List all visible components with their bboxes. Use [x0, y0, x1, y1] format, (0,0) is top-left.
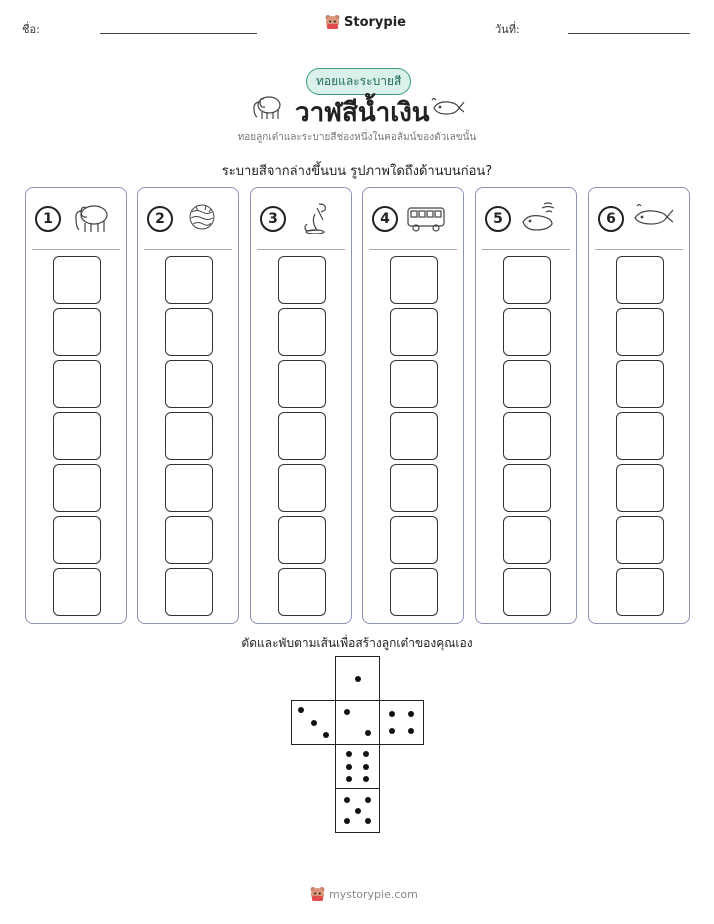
- color-box[interactable]: [616, 256, 664, 304]
- footer-site[interactable]: mystorypie.com: [329, 887, 418, 901]
- column-4: [362, 187, 464, 624]
- color-box[interactable]: [390, 568, 438, 616]
- dice-pip: [355, 676, 361, 682]
- color-box[interactable]: [165, 412, 213, 460]
- color-box[interactable]: [616, 308, 664, 356]
- color-box[interactable]: [503, 464, 551, 512]
- color-box[interactable]: [278, 308, 326, 356]
- date-line[interactable]: [568, 33, 690, 34]
- column-divider: [369, 249, 457, 250]
- column-5: [475, 187, 577, 624]
- column-divider: [595, 249, 683, 250]
- column-number: 4: [372, 206, 398, 232]
- dice-pip: [311, 720, 317, 726]
- elephant-icon: [68, 200, 112, 234]
- color-box[interactable]: [53, 412, 101, 460]
- brand-name: Storypie: [344, 14, 406, 30]
- column-divider: [482, 249, 570, 250]
- color-box[interactable]: [616, 568, 664, 616]
- dice-pip: [363, 764, 369, 770]
- column-3: [250, 187, 352, 624]
- color-box[interactable]: [390, 256, 438, 304]
- color-box[interactable]: [390, 516, 438, 564]
- column-divider: [144, 249, 232, 250]
- color-box[interactable]: [165, 360, 213, 408]
- date-label: วันที่:: [495, 23, 520, 36]
- color-box[interactable]: [165, 256, 213, 304]
- dice-pip: [408, 711, 414, 717]
- column-number: 6: [598, 206, 624, 232]
- color-box[interactable]: [53, 464, 101, 512]
- dice-instruction: ตัดและพับตามเส้นเพื่อสร้างลูกเต๋าของคุณเอง: [241, 636, 473, 650]
- dice-face-1: [335, 656, 380, 701]
- worksheet-title: วาฬสีน้ำเงิน: [295, 98, 430, 128]
- footer: [310, 886, 418, 902]
- color-box[interactable]: [165, 568, 213, 616]
- color-box[interactable]: [616, 516, 664, 564]
- column-divider: [32, 249, 120, 250]
- color-box[interactable]: [503, 308, 551, 356]
- dice-face-3: [291, 700, 336, 745]
- color-box[interactable]: [53, 256, 101, 304]
- color-box[interactable]: [390, 308, 438, 356]
- dice-pip: [363, 776, 369, 782]
- whale-splash-icon: [518, 200, 562, 234]
- dice-face-2: [335, 700, 380, 745]
- color-box[interactable]: [503, 412, 551, 460]
- column-1: [25, 187, 127, 624]
- color-box[interactable]: [165, 516, 213, 564]
- dice-pip: [346, 776, 352, 782]
- color-box[interactable]: [616, 412, 664, 460]
- column-number: 1: [35, 206, 61, 232]
- color-box[interactable]: [616, 360, 664, 408]
- color-box[interactable]: [278, 256, 326, 304]
- worksheet-subtitle: ทอยลูกเต๋าและระบายสีช่องหนึ่งในคอลัมน์ของตัวเลขนั้น: [237, 132, 477, 143]
- color-box[interactable]: [278, 360, 326, 408]
- color-box[interactable]: [278, 412, 326, 460]
- coral-icon: [180, 200, 224, 234]
- color-box[interactable]: [503, 360, 551, 408]
- column-number: 5: [485, 206, 511, 232]
- color-box[interactable]: [390, 412, 438, 460]
- dice-pip: [344, 709, 350, 715]
- storypie-bear-icon: [325, 14, 340, 30]
- activity-badge: ทอยและระบายสี: [306, 68, 411, 95]
- color-box[interactable]: [278, 568, 326, 616]
- dice-pip: [298, 707, 304, 713]
- dice-pip: [346, 764, 352, 770]
- color-box[interactable]: [503, 568, 551, 616]
- dice-pip: [344, 797, 350, 803]
- name-line[interactable]: [100, 33, 257, 34]
- dice-pip: [389, 728, 395, 734]
- column-number: 3: [260, 206, 286, 232]
- dice-pip: [365, 797, 371, 803]
- color-box[interactable]: [53, 308, 101, 356]
- color-box[interactable]: [53, 360, 101, 408]
- color-box[interactable]: [390, 360, 438, 408]
- dice-face-6: [335, 744, 380, 789]
- dice-pip: [363, 751, 369, 757]
- color-box[interactable]: [278, 464, 326, 512]
- dice-face-4: [379, 700, 424, 745]
- whale-icon: [430, 96, 466, 120]
- watering-can-icon: [293, 200, 337, 234]
- color-box[interactable]: [503, 516, 551, 564]
- color-box[interactable]: [53, 568, 101, 616]
- worksheet-question: ระบายสีจากล่างขึ้นบน รูปภาพใดถึงด้านบนก่อน?: [221, 164, 493, 179]
- dice-pip: [344, 818, 350, 824]
- storypie-bear-icon: [310, 886, 325, 902]
- color-box[interactable]: [616, 464, 664, 512]
- color-box[interactable]: [53, 516, 101, 564]
- dice-pip: [355, 808, 361, 814]
- brand-logo: [325, 14, 406, 30]
- column-6: [588, 187, 690, 624]
- name-label: ชื่อ:: [22, 23, 40, 36]
- dice-pip: [408, 728, 414, 734]
- dice-pip: [365, 818, 371, 824]
- dice-pip: [365, 730, 371, 736]
- color-box[interactable]: [390, 464, 438, 512]
- color-box[interactable]: [165, 308, 213, 356]
- color-box[interactable]: [503, 256, 551, 304]
- elephant-icon: [251, 93, 283, 121]
- dice-face-5: [335, 788, 380, 833]
- dice-pip: [346, 751, 352, 757]
- color-box[interactable]: [278, 516, 326, 564]
- dice-pip: [323, 732, 329, 738]
- bus-icon: [405, 200, 449, 234]
- color-box[interactable]: [165, 464, 213, 512]
- column-number: 2: [147, 206, 173, 232]
- column-divider: [257, 249, 345, 250]
- dice-pip: [389, 711, 395, 717]
- whale-icon: [631, 200, 675, 234]
- column-2: [137, 187, 239, 624]
